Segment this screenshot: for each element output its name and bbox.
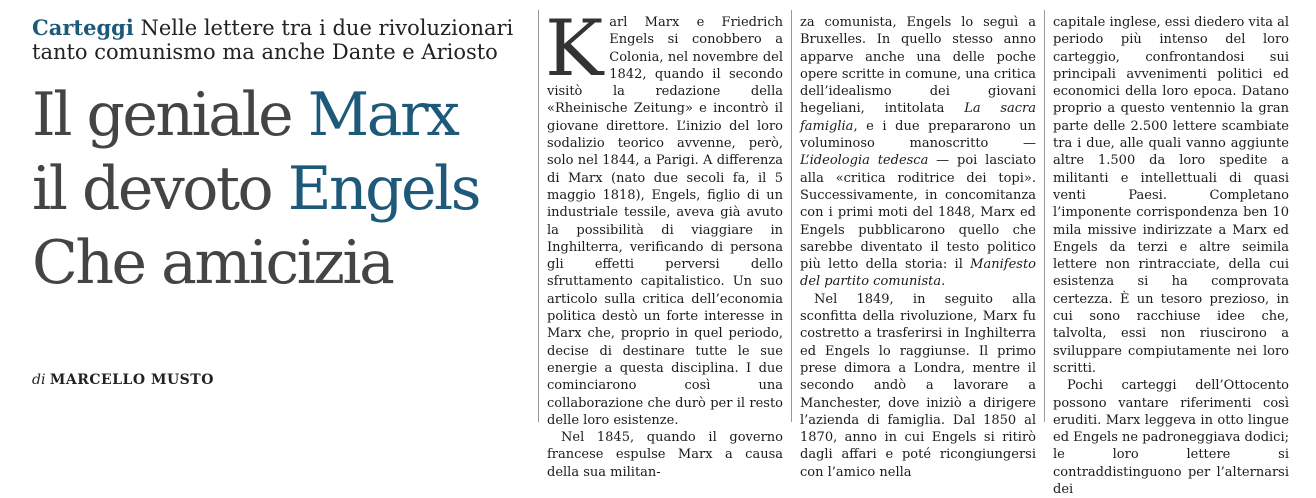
headline-part: il devoto [32,154,288,224]
paragraph-text: arl Marx e Friedrich Engels si conobbero a Colonia, nel novembre del 1842, quando il secondo visitò la redazione della «Rheinische Zeitung» e incontrò il giovane direttore. L’inizio del loro sodalizio teorico avvenne, però, solo nel 1844, a Parigi. A differenza di Marx (nato due secoli fa, il 5 maggio 1818), Engels, figlio di un industriale tessile, aveva già avuto la possibilità di viaggiare in Inghilterra, verificando di persona gli effetti perversi dello sfruttamento capitalistico. Un suo articolo sulla critica dell’economia politica destò un forte interesse in Marx che, proprio in quel periodo, decise di destinare tutte le sue energie a questa disciplina. I due cominciarono così una collaborazione che durò per il resto delle loro esistenze. [547,15,783,428]
headline-line-2 [32,152,520,226]
article-header [32,16,520,300]
kicker-line-1: Nelle lettere tra i due rivoluzionari [140,16,514,40]
paragraph: capitale inglese, essi diedero vita al periodo più intenso del loro carteggio, confrontandosi sui principali avvenimenti politici ed economici della loro epoca. Datano proprio a questo ventennio la gran parte delle 2.500 lettere scambiate tra i due, alle quali vanno aggiunte altre 1.500 da loro spedite a militanti e intellettuali di quasi venti Paesi. Completano l’imponente corrispondenza ben 10 mila missive indirizzate a Marx ed Engels da terzi e altre seimila lettere non rintracciate, della cui esistenza si ha comprovata certezza. È un tesoro prezioso, in cui sono racchiuse idee che, talvolta, essi non riuscirono a sviluppare compiutamente nei loro scritti. [1053,15,1290,376]
article-column-2 [800,14,1036,481]
paragraph-text: , e i due prepararono un voluminoso manoscritto — [800,118,1036,152]
paragraph: Pochi carteggi dell’Ottocento possono vantare riferimenti così eruditi. Marx leggeva in otto lingue ed Engels ne padroneggiava dodici; le loro lettere si contraddistinguono per l’alternarsi dei [1053,378,1289,498]
book-title: Manifesto del partito comunista [800,257,1036,290]
kicker-line-2: tanto comunismo ma anche Dante e Ariosto [32,40,498,64]
byline-author: MARCELLO MUSTO [49,372,214,388]
column-divider [1044,10,1045,422]
headline-accent-engels: Engels [287,154,480,224]
headline-part: Il geniale [32,80,308,150]
paragraph-text: . [941,274,946,290]
paragraph: Nel 1845, quando il governo francese espulse Marx a causa della sua militan- [547,430,783,480]
headline-line-1 [32,78,520,152]
column-divider [538,10,539,422]
headline-accent-marx: Marx [307,80,458,150]
paragraph-text: — poi lasciato alla «critica roditrice dei topi». Successivamente, in concomitanza con i primi moti del 1848, Marx ed Engels pubblicarono quello che sarebbe diventato il testo politico più letto della storia: il [800,153,1036,273]
paragraph [545,4,783,429]
byline [32,372,214,388]
article-column-1 [545,4,783,481]
column-divider [791,10,792,422]
kicker [32,16,520,64]
drop-cap: K [545,4,604,94]
byline-prefix: di [32,372,46,388]
headline-line-3: Che amicizia [32,228,393,298]
book-title: La sacra famiglia [800,101,1037,134]
book-title: L’ideologia tedesca [800,153,929,169]
kicker-tag: Carteggi [32,15,134,40]
article-column-3 [1053,14,1289,498]
paragraph [800,14,1036,291]
paragraph: Nel 1849, in seguito alla sconfitta della rivoluzione, Marx fu costretto a trasferirsi in Inghilterra ed Engels lo raggiunse. Il primo prese dimora a Londra, mentre il secondo andò a lavorare a Manchester, dove iniziò a dirigere l’azienda di famiglia. Dal 1850 al 1870, anno in cui Engels si ritirò dagli affari e poté ricongiungersi con l’amico nella [800,291,1036,480]
paragraph-text: za comunista, Engels lo seguì a Bruxelles. In quello stesso anno apparve anche una delle poche opere scritte in comune, una critica dell’idealismo dei giovani hegeliani, intitolata [800,15,1036,117]
headline [32,78,520,300]
